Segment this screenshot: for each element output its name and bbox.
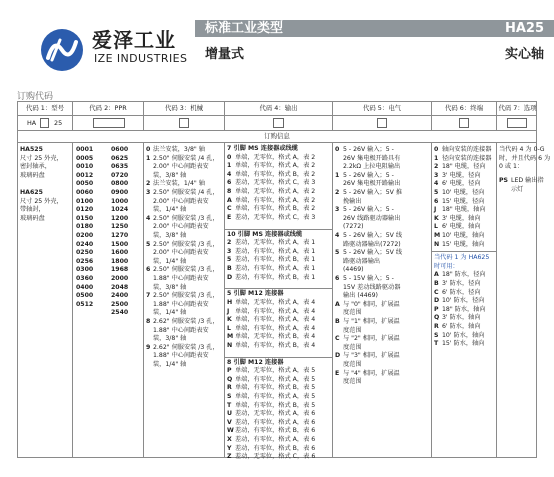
elec-desc: 输出 (4469) (343, 292, 378, 300)
mech-code: 3 (146, 189, 151, 196)
elec-desc: 5 - 26V 输入；5 - (343, 206, 394, 214)
mech-code: 5 (146, 240, 151, 248)
term-desc: 10' 防水，径向 (442, 297, 485, 305)
output-desc: 单端，有零位，格式 B，表 5 (235, 401, 316, 409)
term-desc: 6' 电缆，径向 (442, 180, 481, 188)
output-code: R (227, 384, 232, 392)
model-desc: 尺寸 25 外壳， (20, 154, 63, 162)
output-desc: 单端，有零位，格式 B，表 2 (235, 170, 316, 178)
elec-desc: 与 "4" 相同，扩展温 (343, 369, 400, 377)
section-title: 订购代码 (17, 92, 54, 102)
brand-name-cn: 爱泽工业 (92, 28, 176, 52)
term-desc: 6' 防水，轴向 (442, 323, 481, 330)
elec-desc: (4469) (343, 266, 364, 274)
elec-desc: 与 "3" 相同，扩展温 (343, 352, 400, 360)
mech-desc: 装，1/4" 轴 (153, 257, 187, 265)
output-desc: 单端，有零位，格式 B，表 5 (235, 384, 316, 392)
mech-code: 2 (146, 180, 151, 188)
output-desc: 差动，无零位，格式 C，表 3 (235, 179, 316, 187)
output-desc: 差动，有零位，格式 B，表 6 (235, 427, 316, 435)
elec-desc: 15V 差动线路驱动器 (343, 283, 401, 291)
output-desc: 差动，有零位，格式 B，表 1 (235, 273, 316, 281)
ppr-value: 0720 (111, 171, 129, 179)
term-code: D (434, 297, 440, 305)
mech-desc: 法兰安装，3/8" 轴 (153, 146, 205, 153)
output-code: 5 (227, 256, 232, 264)
mech-desc: 装，3/8" 轴 (153, 335, 187, 343)
ppr-value: 0120 (76, 206, 94, 214)
title-band (195, 20, 554, 37)
mech-desc: 2.62" 伺服安装 /3 孔， (153, 343, 219, 351)
ppr-value: 2500 (111, 300, 129, 308)
term-code: 4 (434, 180, 439, 188)
output-desc: 差动，有零位，格式 A，表 6 (235, 418, 316, 426)
term-desc: 10' 防水，轴向 (442, 331, 485, 339)
mech-desc: 2.50" 伺服安装 /3 孔， (153, 266, 219, 274)
ppr-value: 0500 (76, 292, 94, 300)
option-note: 当代码 4 为 0-G (499, 146, 545, 153)
elec-desc: 度范围 (343, 378, 362, 386)
output-code: L (227, 324, 231, 332)
term-desc: 10' 电缆，轴向 (442, 232, 485, 239)
output-code: 1 (227, 162, 232, 170)
term-code: K (434, 214, 439, 222)
table-header-row (18, 102, 536, 116)
group-divider (432, 251, 497, 252)
mech-code: 4 (146, 214, 151, 222)
term-desc: 15' 电缆，轴向 (442, 240, 485, 248)
code3-options (144, 143, 225, 458)
elec-desc: 5 - 26V 输入；5 - (343, 146, 394, 153)
output-code: U (227, 410, 233, 418)
model-code: HA525 (20, 146, 43, 153)
elec-desc: 2.2kΩ 上拉电阻输出 (343, 163, 401, 171)
ppr-value: 1500 (111, 240, 129, 248)
output-desc: 差动，无零位，格式 C，表 3 (235, 213, 316, 221)
term-code: B (434, 280, 439, 287)
elec-code: A (335, 300, 340, 308)
ppr-value: 0150 (76, 214, 94, 222)
ppr-value: 0250 (76, 249, 94, 257)
header-code1: 代码 1：型号 (18, 102, 73, 115)
code-input-row (18, 116, 536, 131)
output-desc: 单端，有零位，格式 A，表 2 (235, 162, 316, 170)
term-desc: 18" 电缆，轴向 (442, 206, 486, 214)
term-desc: 10' 电缆，径向 (442, 189, 485, 196)
output-desc: 单端，有零位，格式 A，表 4 (235, 307, 316, 315)
elec-desc: 与 "2" 相同，扩展温 (343, 335, 400, 343)
term-code: C (434, 288, 439, 296)
code6-input[interactable] (459, 118, 469, 128)
code4-options (225, 143, 333, 461)
term-desc: 3' 电缆，轴向 (442, 214, 481, 222)
ppr-value: 0200 (76, 232, 94, 239)
output-desc: 差动，有零位，格式 A，表 1 (235, 264, 316, 272)
elec-desc: 度范围 (343, 326, 362, 334)
elec-code: D (335, 352, 341, 360)
term-desc: 18" 电缆，径向 (442, 163, 486, 171)
ppr-value: 0360 (76, 275, 94, 282)
mech-desc: 2.50" 伺服安装 /4 孔， (153, 154, 219, 162)
page-header (0, 0, 554, 78)
elec-desc: (7272) (343, 223, 364, 231)
ize-logo-icon (40, 28, 84, 72)
model-desc: 尺寸 25 外壳， (20, 197, 63, 205)
term-code: R (434, 323, 439, 330)
option-note: 时，并且代码 6 为 (499, 154, 551, 162)
output-code: K (227, 316, 232, 324)
term-note: 当代码 1 为 HA625 (434, 254, 490, 262)
output-desc: 单端，无零位，格式 A，表 4 (235, 298, 316, 306)
elec-desc: 5 - 15V 输入；5 - (343, 275, 394, 282)
output-desc: 差动，有零位，格式 A，表 1 (235, 247, 316, 255)
ppr-value: 0180 (76, 223, 94, 231)
output-code: A (227, 196, 232, 204)
output-desc: 单端，有零位，格式 A，表 4 (235, 324, 316, 332)
elec-desc: 度范围 (343, 361, 362, 368)
term-code: 5 (434, 189, 439, 196)
elec-desc: 26V 集电极开路具有 (343, 154, 401, 162)
term-desc: 15' 防水，轴向 (442, 340, 485, 348)
term-code: M (434, 232, 441, 239)
elec-code: E (335, 369, 340, 377)
mech-desc: 法兰安装，1/4" 轴 (153, 180, 205, 188)
ppr-value: 0800 (111, 180, 129, 188)
code2-options (73, 143, 144, 458)
ppr-value: 1270 (111, 232, 129, 239)
ppr-value: 1968 (111, 266, 129, 274)
ordering-info-row: 订购信息 (18, 131, 536, 143)
output-desc: 单端，无零位，格式 B，表 4 (235, 333, 316, 341)
elec-code: 2 (335, 189, 340, 196)
ppr-value: 0050 (76, 180, 94, 188)
output-code: Q (227, 375, 233, 383)
mech-desc: 1.88" 中心间距表安 (153, 352, 209, 360)
code4-input[interactable] (273, 118, 284, 128)
output-code: M (227, 333, 234, 341)
option-desc: LED 输出指 (511, 176, 544, 184)
mech-desc: 2.50" 伺服安装 /3 孔， (153, 292, 219, 300)
header-code5: 代码 5：电气 (333, 102, 432, 115)
term-desc: 18" 防水，径向 (442, 271, 486, 279)
output-code: W (227, 427, 234, 435)
mech-code: 8 (146, 318, 151, 325)
code7-input[interactable] (507, 118, 527, 128)
elec-desc: 挽输出 (343, 197, 362, 205)
output-desc: 单端，有零位，格式 A，表 5 (235, 375, 316, 383)
header-code7: 代码 7：选项 (498, 104, 537, 112)
code3-input[interactable] (179, 118, 189, 128)
elec-code: 1 (335, 171, 340, 179)
term-desc: 18" 防水，轴向 (442, 305, 486, 313)
mech-desc: 2.50" 伺服安装 /3 孔， (153, 240, 219, 248)
elec-desc: 与 "1" 相同，扩展温 (343, 318, 400, 325)
elec-desc: 26V 集电极开路输出 (343, 180, 401, 188)
ppr-value: 0900 (111, 189, 129, 196)
elec-code: 4 (335, 232, 340, 239)
elec-desc: 度范围 (343, 343, 362, 351)
output-code: N (227, 341, 233, 349)
output-desc: 单端，无零位，格式 A，表 2 (235, 188, 316, 195)
shaft-type: 实心轴 (504, 47, 544, 62)
output-code: 8 (227, 188, 232, 195)
output-desc: 差动，有零位，格式 A，表 6 (235, 436, 316, 444)
output-desc: 差动，无零位，格式 A，表 1 (235, 239, 316, 247)
ppr-value: 0625 (111, 154, 129, 162)
ppr-value: 0001 (76, 146, 94, 153)
term-note: 时可用： (434, 262, 459, 270)
output-desc: 单端，有零位，格式 B，表 2 (235, 205, 316, 213)
ppr-value: 0256 (76, 257, 94, 265)
term-desc: 径向安装的连接器 (442, 154, 492, 162)
output-group-title: 7 引脚 MS 连接器或线缆 (227, 145, 298, 152)
ppr-value: 0240 (76, 240, 94, 248)
output-code: 0 (227, 153, 232, 161)
term-code: A (434, 271, 439, 279)
ppr-value: 1600 (111, 249, 129, 257)
elec-code: 5 (335, 249, 340, 257)
model-desc: 玻璃码盘 (20, 214, 45, 222)
elec-code: C (335, 335, 340, 343)
elec-code: 3 (335, 206, 340, 214)
code1-prefix: HA (27, 119, 37, 127)
mech-desc: 2.00" 中心间距表安 (153, 197, 209, 205)
mech-code: 6 (146, 266, 151, 274)
mech-desc: 装，1/4" 轴 (153, 361, 187, 368)
term-code: S (434, 331, 439, 339)
term-code: J (434, 206, 437, 214)
elec-desc: 度范围 (343, 309, 362, 317)
ppr-value: 0635 (111, 163, 129, 171)
ppr-value: 0100 (76, 197, 94, 205)
term-code: N (434, 240, 440, 248)
code5-options (333, 143, 432, 458)
elec-code: B (335, 318, 340, 325)
ppr-value: 1024 (111, 206, 129, 214)
ppr-value: 1000 (111, 197, 129, 205)
elec-desc: 5 - 26V 输入；5V 推 (343, 189, 403, 196)
term-desc: 15' 电缆，径向 (442, 197, 485, 205)
model-desc: 密封轴承， (20, 163, 51, 171)
term-code: 3 (434, 171, 439, 179)
option-note: 0 或 1： (499, 163, 524, 171)
elec-desc: 26V 线路驱动器输出 (343, 214, 401, 222)
mech-desc: 1.88" 中心间距表安 (153, 275, 209, 282)
mech-code: 9 (146, 343, 151, 351)
product-model: HA25 (504, 21, 544, 36)
output-desc: 差动，有零位，格式 B，表 6 (235, 444, 316, 452)
output-desc: 单端，有零位，格式 B，表 4 (235, 341, 316, 349)
code5-input[interactable] (377, 118, 387, 128)
output-desc: 单端，无零位，格式 A，表 2 (235, 153, 316, 161)
mech-desc: 1.88" 中心间距表安 (153, 300, 209, 308)
group-divider (225, 357, 333, 358)
term-code: 0 (434, 146, 439, 153)
encoder-type: 增量式 (205, 47, 245, 62)
output-code: 3 (227, 247, 232, 255)
code7-options (497, 143, 551, 458)
code6-options (432, 143, 497, 458)
ppr-value: 0512 (76, 300, 94, 308)
term-code: L (434, 223, 438, 231)
term-desc: 3' 电缆，径向 (442, 171, 481, 179)
output-desc: 差动，无零位，格式 A，表 6 (235, 410, 316, 418)
ppr-value: 0400 (76, 283, 94, 291)
mech-desc: 装，1/4" 轴 (153, 309, 187, 317)
elec-desc: 5 - 26V 输入；5V 线 (343, 249, 403, 257)
ordering-code-table (17, 101, 551, 461)
ppr-value: 2000 (111, 275, 129, 282)
term-code: Q (434, 314, 440, 322)
term-code: P (434, 305, 439, 313)
mech-code: 1 (146, 154, 151, 162)
mech-desc: 2.62" 伺服安装 /3 孔， (153, 318, 219, 325)
product-category: 标准工业类型 (205, 21, 284, 36)
output-code: 6 (227, 179, 232, 187)
mech-desc: 2.50" 伺服安装 /3 孔， (153, 214, 219, 222)
output-desc: 单端，有零位，格式 A，表 2 (235, 196, 316, 204)
model-desc: 带轴封， (20, 206, 45, 214)
header-code2: 代码 2：PPR (73, 102, 144, 115)
ppr-value: 2400 (111, 292, 129, 300)
term-code: 2 (434, 163, 439, 171)
output-desc: 差动，无零位，格式 C，表 6 (235, 453, 316, 461)
elec-desc: 5 - 26V 输入；5 - (343, 171, 394, 179)
output-code: H (227, 298, 233, 306)
output-code: J (227, 307, 230, 315)
option-desc: 示灯 (511, 185, 524, 193)
term-desc: 6' 电缆，轴向 (442, 223, 481, 231)
code2-input[interactable] (93, 118, 125, 128)
brand-name-en: IZE INDUSTRIES (94, 52, 188, 65)
mech-desc: 2.00" 中心间距表安 (153, 163, 209, 171)
elec-code: 6 (335, 275, 340, 282)
output-group-title: 5 引脚 M12 连接器 (227, 290, 284, 298)
output-code: P (227, 367, 232, 375)
output-code: B (227, 264, 232, 272)
mech-desc: 2.00" 中心间距表安 (153, 223, 209, 231)
ppr-value: 2048 (111, 283, 129, 291)
code1-input[interactable] (40, 118, 49, 128)
elec-desc: 路驱动器输出 (343, 257, 381, 265)
model-desc: 玻璃码盘 (20, 171, 45, 179)
term-desc: 6' 防水，径向 (442, 288, 481, 296)
term-code: 1 (434, 154, 439, 162)
elec-desc: 与 "0" 相同，扩展温 (343, 300, 400, 308)
output-desc: 差动，有零位，格式 B，表 1 (235, 256, 316, 264)
mech-desc: 2.50" 伺服安装 /4 孔， (153, 189, 219, 196)
output-code: X (227, 436, 232, 444)
model-code: HA625 (20, 189, 43, 196)
header-code3: 代码 3：机械 (144, 102, 225, 115)
term-desc: 3' 防水，轴向 (442, 314, 481, 322)
ppr-value: 2540 (111, 309, 129, 317)
output-code: T (227, 401, 232, 409)
header-code6: 代码 6：终端 (432, 102, 497, 115)
option-code: PS (499, 176, 508, 184)
ppr-value: 0005 (76, 154, 94, 162)
ppr-value: 0600 (111, 146, 129, 153)
output-code: C (227, 205, 232, 213)
output-code: 4 (227, 170, 232, 178)
mech-desc: 装，3/8" 轴 (153, 171, 187, 179)
mech-code: 0 (146, 146, 151, 153)
mech-desc: 装，1/4" 轴 (153, 206, 187, 214)
output-code: Y (227, 444, 232, 452)
elec-code: 0 (335, 146, 340, 153)
output-desc: 单端，无零位，格式 A，表 5 (235, 367, 316, 375)
output-code: D (227, 273, 233, 281)
mech-desc: 2.00" 中心间距表安 (153, 249, 209, 257)
ppr-value: 0012 (76, 171, 94, 179)
term-desc: 轴向安装的连接器 (442, 146, 492, 153)
ppr-value: 0300 (76, 266, 94, 274)
code1-suffix: 25 (54, 119, 63, 127)
output-code: E (227, 213, 232, 221)
code1-options (18, 143, 73, 458)
output-group-title: 8 引脚 M12 连接器 (227, 358, 284, 366)
elec-desc: 路驱动器输出(7272) (343, 240, 401, 248)
output-desc: 单端，有零位，格式 A，表 5 (235, 393, 316, 401)
mech-desc: 1.88" 中心间距表安 (153, 326, 209, 334)
ppr-value: 1800 (111, 257, 129, 265)
ppr-value: 1200 (111, 214, 129, 222)
output-group-title: 10 引脚 MS 连接器或线缆 (227, 230, 303, 238)
ppr-value: 0060 (76, 189, 94, 196)
output-code: V (227, 418, 232, 426)
output-code: 2 (227, 239, 232, 247)
mech-code: 7 (146, 292, 151, 300)
ppr-value: 0010 (76, 163, 94, 171)
ppr-value: 1250 (111, 223, 129, 231)
output-code: S (227, 393, 232, 401)
output-code: Z (227, 453, 232, 461)
term-code: 6 (434, 197, 439, 205)
term-desc: 3' 防水，径向 (442, 280, 481, 287)
group-divider (225, 229, 333, 230)
header-code4: 代码 4：输出 (225, 102, 333, 115)
mech-desc: 装，3/8" 轴 (153, 232, 187, 239)
elec-desc: 5 - 26V 输入；5V 线 (343, 232, 403, 239)
term-code: T (434, 340, 439, 348)
output-desc: 单端，有零位，格式 A，表 4 (235, 316, 316, 324)
mech-desc: 装，3/8" 轴 (153, 283, 187, 291)
